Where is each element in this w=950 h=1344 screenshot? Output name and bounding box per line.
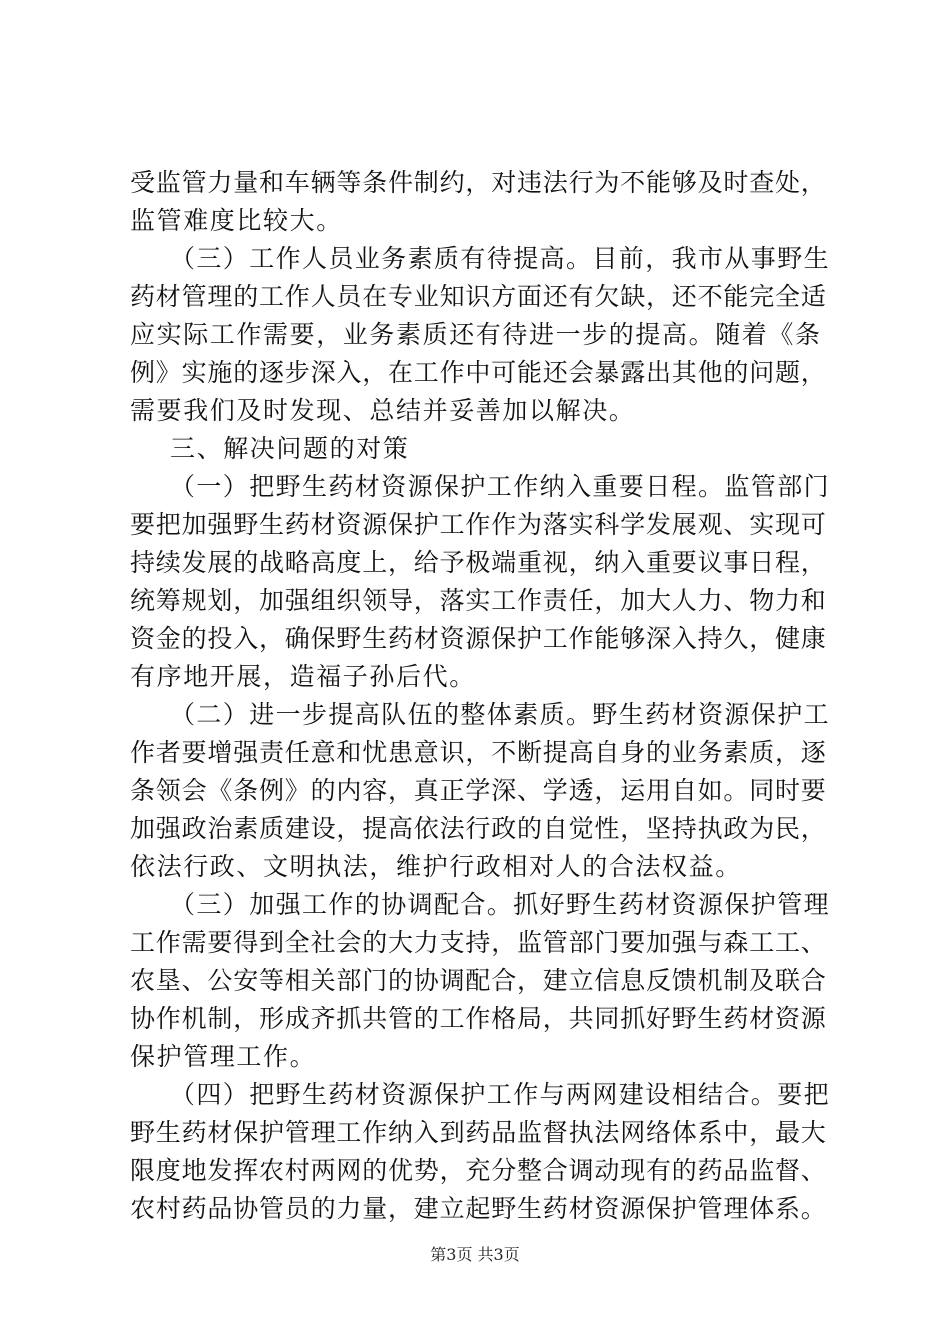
- text-line: 药材管理的工作人员在专业知识方面还有欠缺，还不能完全适: [130, 282, 827, 311]
- text-line: 条领会《条例》的内容，真正学深、学透，运用自如。同时要: [130, 776, 827, 805]
- text-line: 统筹规划，加强组织领导，落实工作责任，加大人力、物力和: [130, 586, 827, 615]
- text-line: 保护管理工作。: [130, 1042, 317, 1071]
- text-line: 受监管力量和车辆等条件制约，对违法行为不能够及时查处，: [130, 168, 827, 197]
- text-line: 需要我们及时发现、总结并妥善加以解决。: [130, 396, 636, 425]
- text-line: 监管难度比较大。: [130, 206, 343, 235]
- text-line: 农垦、公安等相关部门的协调配合，建立信息反馈机制及联合: [130, 966, 827, 995]
- text-line: 持续发展的战略高度上，给予极端重视，纳入重要议事日程，: [130, 548, 827, 577]
- text-line: 工作需要得到全社会的大力支持，监管部门要加强与森工工、: [130, 928, 827, 957]
- text-line: 例》实施的逐步深入，在工作中可能还会暴露出其他的问题，: [130, 358, 827, 387]
- text-line: 加强政治素质建设，提高依法行政的自觉性，坚持执政为民，: [130, 814, 827, 843]
- page-footer: 第3页 共3页: [430, 1245, 520, 1264]
- text-line: （一）把野生药材资源保护工作纳入重要日程。监管部门: [170, 472, 831, 501]
- text-line: 三、解决问题的对策: [170, 434, 410, 463]
- text-line: 限度地发挥农村两网的优势，充分整合调动现有的药品监督、: [130, 1156, 827, 1185]
- text-line: 农村药品协管员的力量，建立起野生药材资源保护管理体系。: [130, 1194, 827, 1223]
- text-line: 有序地开展，造福子孙后代。: [130, 662, 476, 691]
- text-line: 要把加强野生药材资源保护工作作为落实科学发展观、实现可: [130, 510, 827, 539]
- text-line: 应实际工作需要，业务素质还有待进一步的提高。随着《条: [130, 320, 822, 349]
- text-line: （三）加强工作的协调配合。抓好野生药材资源保护管理: [170, 890, 831, 919]
- text-line: （三）工作人员业务素质有待提高。目前，我市从事野生: [170, 244, 831, 273]
- text-line: （二）进一步提高队伍的整体素质。野生药材资源保护工: [170, 700, 831, 729]
- text-line: 野生药材保护管理工作纳入到药品监督执法网络体系中，最大: [130, 1118, 827, 1147]
- text-line: 资金的投入，确保野生药材资源保护工作能够深入持久，健康: [130, 624, 827, 653]
- text-line: （四）把野生药材资源保护工作与两网建设相结合。要把: [170, 1080, 831, 1109]
- text-line: 作者要增强责任意和忧患意识，不断提高自身的业务素质，逐: [130, 738, 827, 767]
- text-line: 依法行政、文明执法，维护行政相对人的合法权益。: [130, 852, 742, 881]
- document-body: [130, 164, 830, 1228]
- text-line: 协作机制，形成齐抓共管的工作格局，共同抓好野生药材资源: [130, 1004, 827, 1033]
